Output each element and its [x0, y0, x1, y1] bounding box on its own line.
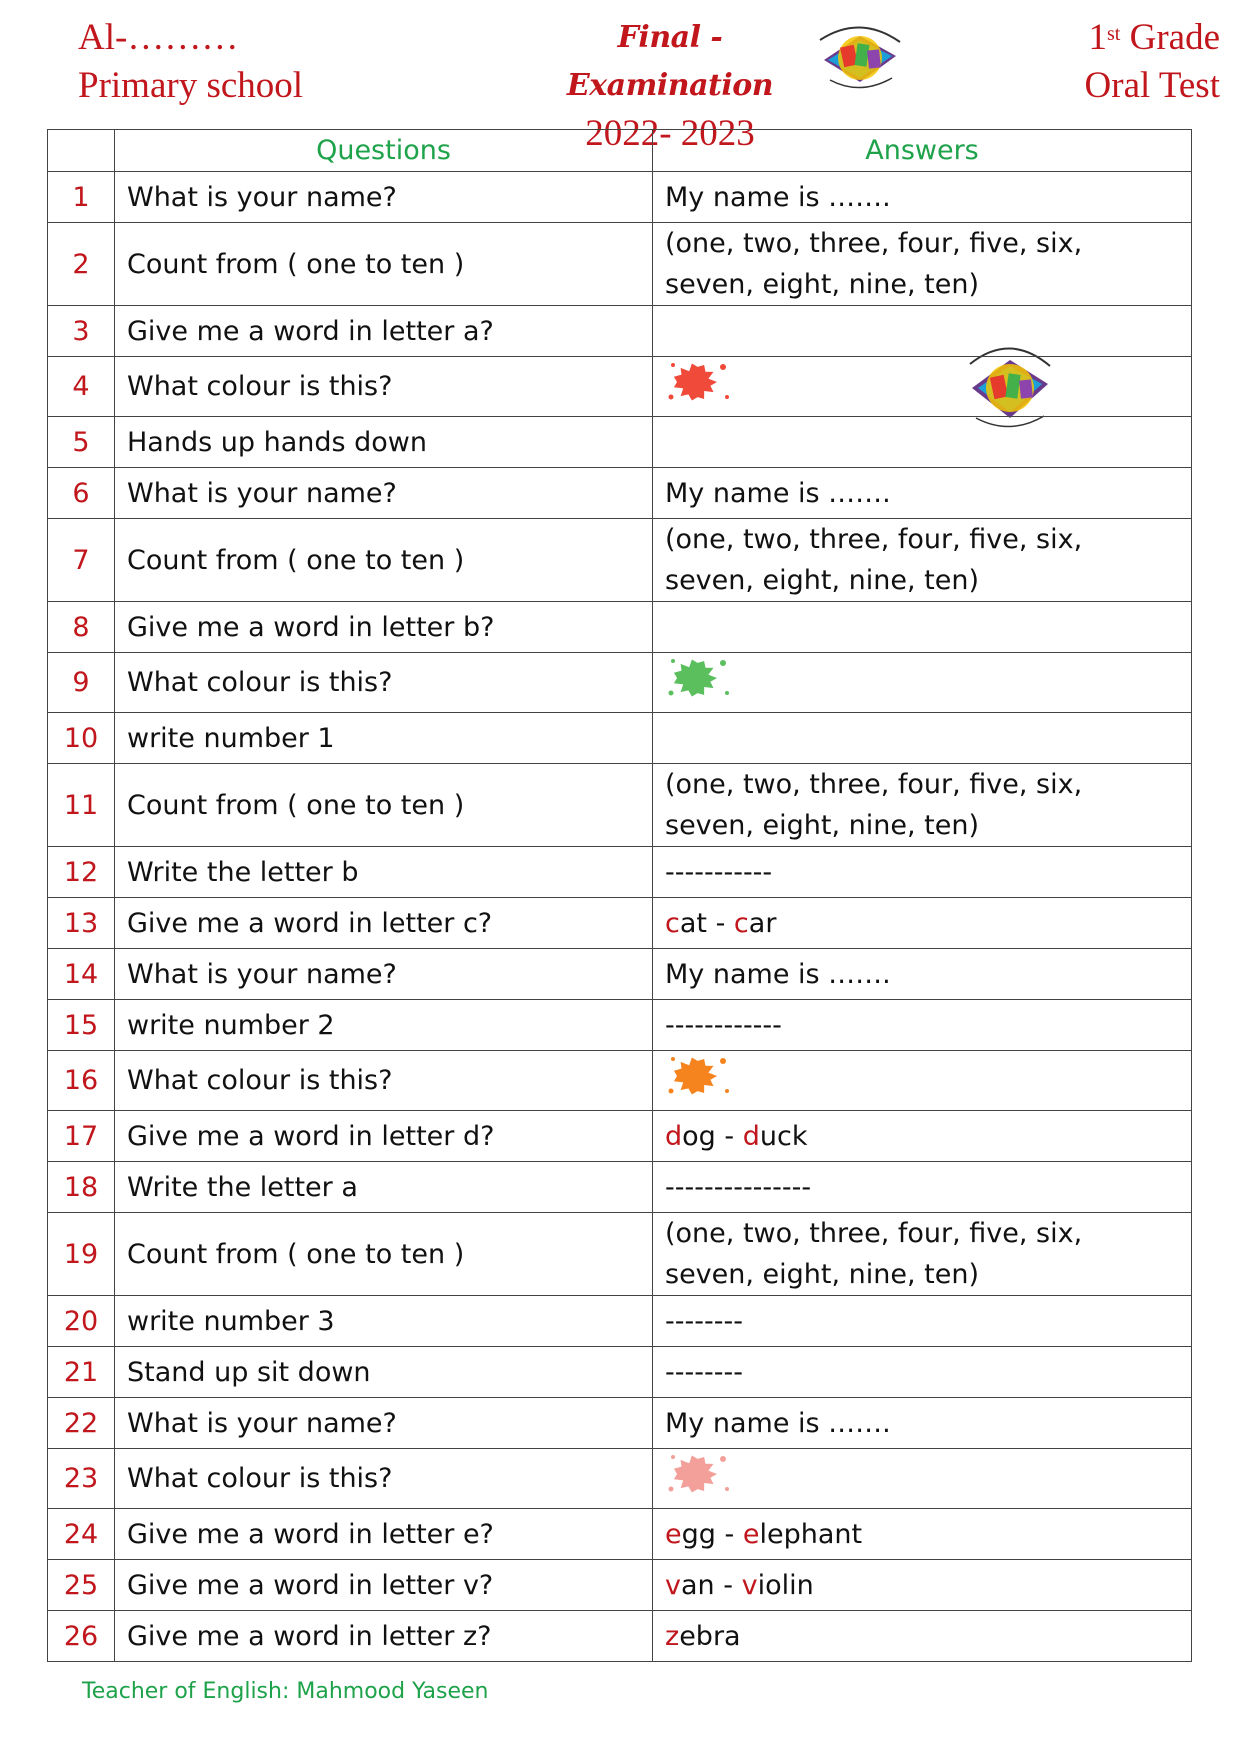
header-number: [48, 130, 115, 172]
answer-cell: [653, 1213, 1192, 1296]
question-number: 11: [48, 764, 115, 847]
question-text: Give me a word in letter d?: [115, 1111, 653, 1162]
answer-text: My name is …….: [665, 181, 891, 213]
answer-word-1-rest: ebra: [679, 1620, 741, 1652]
answer-cell: [653, 1051, 1192, 1111]
table-row: [48, 949, 1192, 1000]
question-text: Count from ( one to ten ): [115, 764, 653, 847]
answer-line-1: (one, two, three, four, five, six,: [665, 1218, 1083, 1249]
answer-cell: [653, 1347, 1192, 1398]
answer-cell: [653, 223, 1192, 306]
grade-word: Grade: [1129, 17, 1220, 58]
answer-word-2-initial: c: [733, 907, 749, 939]
question-number: 25: [48, 1560, 115, 1611]
answer-word-1-initial: d: [665, 1120, 683, 1152]
table-row: [48, 847, 1192, 898]
answer-word-2-rest: ar: [748, 907, 777, 939]
question-number: 9: [48, 653, 115, 713]
table-row: [48, 1560, 1192, 1611]
answer-word-2: [742, 1570, 814, 1601]
answer-line-1: (one, two, three, four, five, six,: [665, 228, 1083, 259]
school-name-blank: Al-………: [78, 17, 239, 58]
paint-splash-icon: [665, 1051, 735, 1110]
table-row: [48, 713, 1192, 764]
question-number: 14: [48, 949, 115, 1000]
table-row: [48, 1051, 1192, 1111]
answer-word-2-rest: iolin: [757, 1569, 814, 1601]
answer-line-1: (one, two, three, four, five, six,: [665, 769, 1083, 800]
question-number: 8: [48, 602, 115, 653]
answer-cell: [653, 1449, 1192, 1509]
school-header: [78, 14, 303, 110]
question-text: What is your name?: [115, 172, 653, 223]
question-text: Write the letter b: [115, 847, 653, 898]
answer-cell: [653, 417, 1192, 468]
table-row: [48, 1509, 1192, 1560]
answer-word-1-rest: og: [682, 1120, 716, 1152]
answer-word-2-initial: d: [742, 1120, 760, 1152]
table-row: [48, 602, 1192, 653]
question-number: 2: [48, 223, 115, 306]
question-text: Give me a word in letter z?: [115, 1611, 653, 1662]
table-row: [48, 1213, 1192, 1296]
answer-cell: [653, 468, 1192, 519]
question-number: 12: [48, 847, 115, 898]
answer-word-1-rest: gg: [681, 1518, 716, 1550]
answer-word-2: [743, 1121, 808, 1152]
answer-text: My name is …….: [665, 477, 891, 509]
answer-word-2-initial: v: [741, 1569, 758, 1601]
exam-year: 2022- 2023: [585, 113, 755, 154]
answer-word-2: [743, 1519, 862, 1550]
table-row: [48, 172, 1192, 223]
grade-suffix: st: [1107, 23, 1121, 45]
question-number: 26: [48, 1611, 115, 1662]
table-row: [48, 1111, 1192, 1162]
answer-text: --------: [665, 1356, 743, 1388]
question-text: What colour is this?: [115, 357, 653, 417]
answer-line-2: seven, eight, nine, ten): [665, 269, 980, 300]
answer-cell: [653, 1509, 1192, 1560]
table-row: [48, 1449, 1192, 1509]
answer-line-2: seven, eight, nine, ten): [665, 565, 980, 596]
exam-table: [47, 129, 1192, 1662]
question-number: 4: [48, 357, 115, 417]
answer-cell: [653, 1398, 1192, 1449]
answer-word-2-initial: e: [742, 1518, 760, 1550]
answer-text: My name is …….: [665, 958, 891, 990]
question-number: 7: [48, 519, 115, 602]
table-row: [48, 1611, 1192, 1662]
answer-word-1-initial: e: [665, 1518, 682, 1550]
answer-separator: -: [715, 1518, 743, 1550]
header-answers: Answers: [653, 130, 1192, 172]
question-text: Give me a word in letter e?: [115, 1509, 653, 1560]
question-number: 3: [48, 306, 115, 357]
question-number: 17: [48, 1111, 115, 1162]
table-row: [48, 519, 1192, 602]
answer-cell: [653, 1560, 1192, 1611]
answer-word-1: [665, 908, 707, 939]
answer-word-1-initial: z: [665, 1620, 680, 1652]
table-row: [48, 1398, 1192, 1449]
question-number: 19: [48, 1213, 115, 1296]
answer-cell: [653, 898, 1192, 949]
table-row: [48, 1000, 1192, 1051]
answer-word-1-initial: v: [665, 1569, 681, 1601]
paint-splash-icon: [665, 1449, 735, 1508]
question-number: 15: [48, 1000, 115, 1051]
question-number: 23: [48, 1449, 115, 1509]
question-text: What is your name?: [115, 1398, 653, 1449]
answer-word-1-rest: at: [679, 907, 707, 939]
question-text: write number 3: [115, 1296, 653, 1347]
table-row: [48, 764, 1192, 847]
question-text: Write the letter a: [115, 1162, 653, 1213]
answer-text: --------: [665, 1305, 743, 1337]
grade-label: [1020, 14, 1220, 62]
answer-text: ---------------: [665, 1171, 812, 1203]
answer-cell: [653, 847, 1192, 898]
teacher-credit: Teacher of English: Mahmood Yaseen: [82, 1679, 489, 1704]
answer-text: -----------: [665, 856, 773, 888]
table-row: [48, 468, 1192, 519]
question-text: What colour is this?: [115, 1449, 653, 1509]
answer-word-1: [665, 1519, 716, 1550]
answer-cell: [653, 949, 1192, 1000]
question-number: 10: [48, 713, 115, 764]
answer-line-2: seven, eight, nine, ten): [665, 1259, 980, 1290]
table-row: [48, 1162, 1192, 1213]
header-questions: Questions: [115, 130, 653, 172]
question-text: Give me a word in letter b?: [115, 602, 653, 653]
answer-text: ------------: [665, 1009, 782, 1041]
answer-text: My name is …….: [665, 1407, 891, 1439]
answer-word-1-rest: an: [680, 1569, 715, 1601]
question-text: Give me a word in letter a?: [115, 306, 653, 357]
exam-title: Final - Examination: [566, 20, 774, 103]
table-row: [48, 357, 1192, 417]
answer-cell: [653, 653, 1192, 713]
paint-splash-icon: [665, 653, 735, 712]
answer-word-2-rest: uck: [759, 1120, 808, 1152]
question-text: Count from ( one to ten ): [115, 1213, 653, 1296]
question-number: 24: [48, 1509, 115, 1560]
question-text: What is your name?: [115, 468, 653, 519]
question-number: 1: [48, 172, 115, 223]
answer-cell: [653, 519, 1192, 602]
question-number: 20: [48, 1296, 115, 1347]
grade-number: 1: [1088, 17, 1108, 58]
answer-cell: [653, 1162, 1192, 1213]
question-number: 22: [48, 1398, 115, 1449]
question-text: What colour is this?: [115, 1051, 653, 1111]
question-text: Count from ( one to ten ): [115, 519, 653, 602]
grade-header: [1020, 14, 1220, 110]
question-text: Give me a word in letter c?: [115, 898, 653, 949]
table-row: [48, 1347, 1192, 1398]
question-text: Stand up sit down: [115, 1347, 653, 1398]
answer-cell: [653, 764, 1192, 847]
table-row: [48, 417, 1192, 468]
answer-cell: [653, 306, 1192, 357]
answer-word-1-initial: c: [665, 907, 680, 939]
paint-splash-icon: [665, 357, 735, 416]
answer-cell: [653, 713, 1192, 764]
table-row: [48, 898, 1192, 949]
table-header-row: [48, 130, 1192, 172]
teacher-logo-icon: [812, 20, 908, 92]
answer-cell: [653, 1611, 1192, 1662]
question-text: What colour is this?: [115, 653, 653, 713]
answer-line-2: seven, eight, nine, ten): [665, 810, 980, 841]
answer-separator: -: [714, 1569, 742, 1601]
answer-word-2: [734, 908, 777, 939]
answer-word-1: [665, 1621, 741, 1652]
answer-cell: [653, 1296, 1192, 1347]
answer-cell: [653, 1111, 1192, 1162]
question-number: 6: [48, 468, 115, 519]
question-text: write number 1: [115, 713, 653, 764]
question-text: Hands up hands down: [115, 417, 653, 468]
question-text: write number 2: [115, 1000, 653, 1051]
table-row: [48, 306, 1192, 357]
answer-cell: [653, 357, 1192, 417]
answer-separator: -: [715, 1120, 743, 1152]
answer-word-1: [665, 1570, 715, 1601]
answer-cell: [653, 172, 1192, 223]
question-text: What is your name?: [115, 949, 653, 1000]
table-row: [48, 653, 1192, 713]
answer-cell: [653, 602, 1192, 653]
answer-separator: -: [707, 907, 734, 939]
question-number: 5: [48, 417, 115, 468]
question-text: Count from ( one to ten ): [115, 223, 653, 306]
question-number: 21: [48, 1347, 115, 1398]
question-text: Give me a word in letter v?: [115, 1560, 653, 1611]
table-row: [48, 1296, 1192, 1347]
test-type: Oral Test: [1084, 65, 1220, 106]
answer-cell: [653, 1000, 1192, 1051]
question-number: 18: [48, 1162, 115, 1213]
table-row: [48, 223, 1192, 306]
question-number: 13: [48, 898, 115, 949]
answer-line-1: (one, two, three, four, five, six,: [665, 524, 1083, 555]
school-type: Primary school: [78, 65, 304, 106]
answer-word-1: [665, 1121, 716, 1152]
answer-word-2-rest: lephant: [759, 1518, 863, 1550]
question-number: 16: [48, 1051, 115, 1111]
